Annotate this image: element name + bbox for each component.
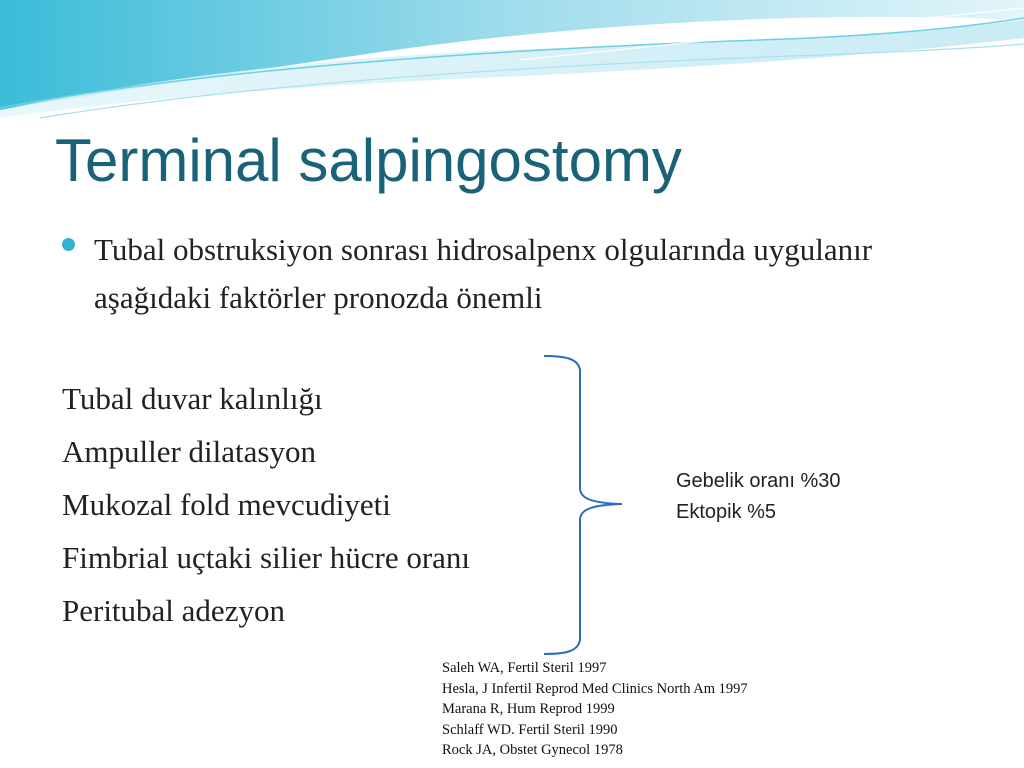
factor-item: Mukozal fold mevcudiyeti <box>62 487 391 522</box>
factor-item: Tubal duvar kalınlığı <box>62 381 323 416</box>
outcome-box <box>676 466 841 528</box>
ectopic-rate-text: Ektopik %5 <box>676 501 777 523</box>
factor-item: Peritubal adezyon <box>62 593 285 628</box>
reference-item: Rock JA, Obstet Gynecol 1978 <box>442 742 623 758</box>
bullet-text: Tubal obstruksiyon sonrası hidrosalpenx olgularında uygulanır aşağıdaki faktörler pronozda önemli <box>94 232 873 315</box>
reference-item: Hesla, J Infertil Reprod Med Clinics North Am 1997 <box>442 680 748 697</box>
factor-list <box>62 372 470 637</box>
bullet-icon <box>62 238 75 251</box>
reference-item: Saleh WA, Fertil Steril 1997 <box>442 660 607 676</box>
factor-item: Fimbrial uçtaki silier hücre oranı <box>62 540 471 575</box>
slide-title: Terminal salpingostomy <box>55 127 682 194</box>
factor-item: Ampuller dilatasyon <box>62 434 316 469</box>
reference-item: Schlaff WD. Fertil Steril 1990 <box>442 721 618 738</box>
reference-list <box>442 658 748 761</box>
reference-item: Marana R, Hum Reprod 1999 <box>442 701 615 717</box>
right-curly-brace-icon <box>540 350 630 660</box>
pregnancy-rate-text: Gebelik oranı %30 <box>676 470 841 492</box>
header-wave-decoration <box>0 0 1024 120</box>
